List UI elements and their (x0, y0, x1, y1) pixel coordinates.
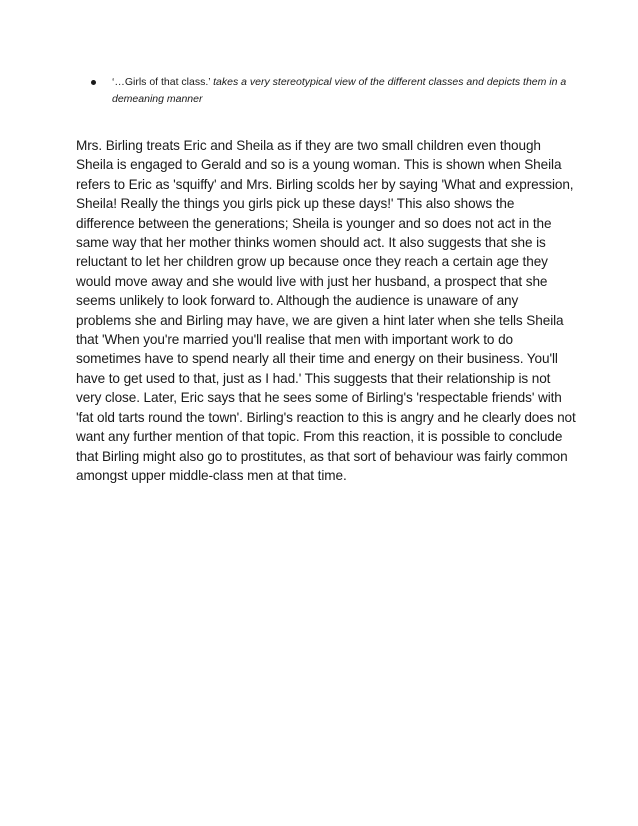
bullet-item (88, 74, 578, 108)
bullet-quote: ‘…Girls of that class.’ (112, 76, 214, 88)
bullet-list (88, 74, 578, 108)
body-paragraph: Mrs. Birling treats Eric and Sheila as if they are two small children even though Sheila is engaged to Gerald and so is a young woman. This is shown when Sheila refers to Eric as 'squiffy' and Mrs. Birling scolds her by saying 'What and expression, Sheila! Really the things you girls pick up these days!' This also shows the difference between the generations; Sheila is younger and so does not act in the same way that her mother thinks women should act. It also suggests that she is reluctant to let her children grow up because once they reach a certain age they would move away and she would live with just her husband, a prospect that she seems unlikely to look forward to. Although the audience is unaware of any problems she and Birling may have, we are given a hint later when she tells Sheila that 'When you're married you'll realise that men with important work to do sometimes have to spend nearly all their time and energy on their business. You'll have to get used to that, just as I had.' This suggests that their relationship is not very close. Later, Eric says that he sees some of Birling's 'respectable friends' with 'fat old tarts round the town'. Birling's reaction to this is angry and he clearly does not want any further mention of that topic. From this reaction, it is possible to conclude that Birling might also go to prostitutes, as that sort of behaviour was fairly common amongst upper middle-class men at that time. (76, 138, 576, 483)
bullet-dot-icon (91, 80, 96, 85)
bullet-commentary: takes a very stereotypical view of the different classes and depicts them in a demeaning manner (112, 76, 567, 105)
